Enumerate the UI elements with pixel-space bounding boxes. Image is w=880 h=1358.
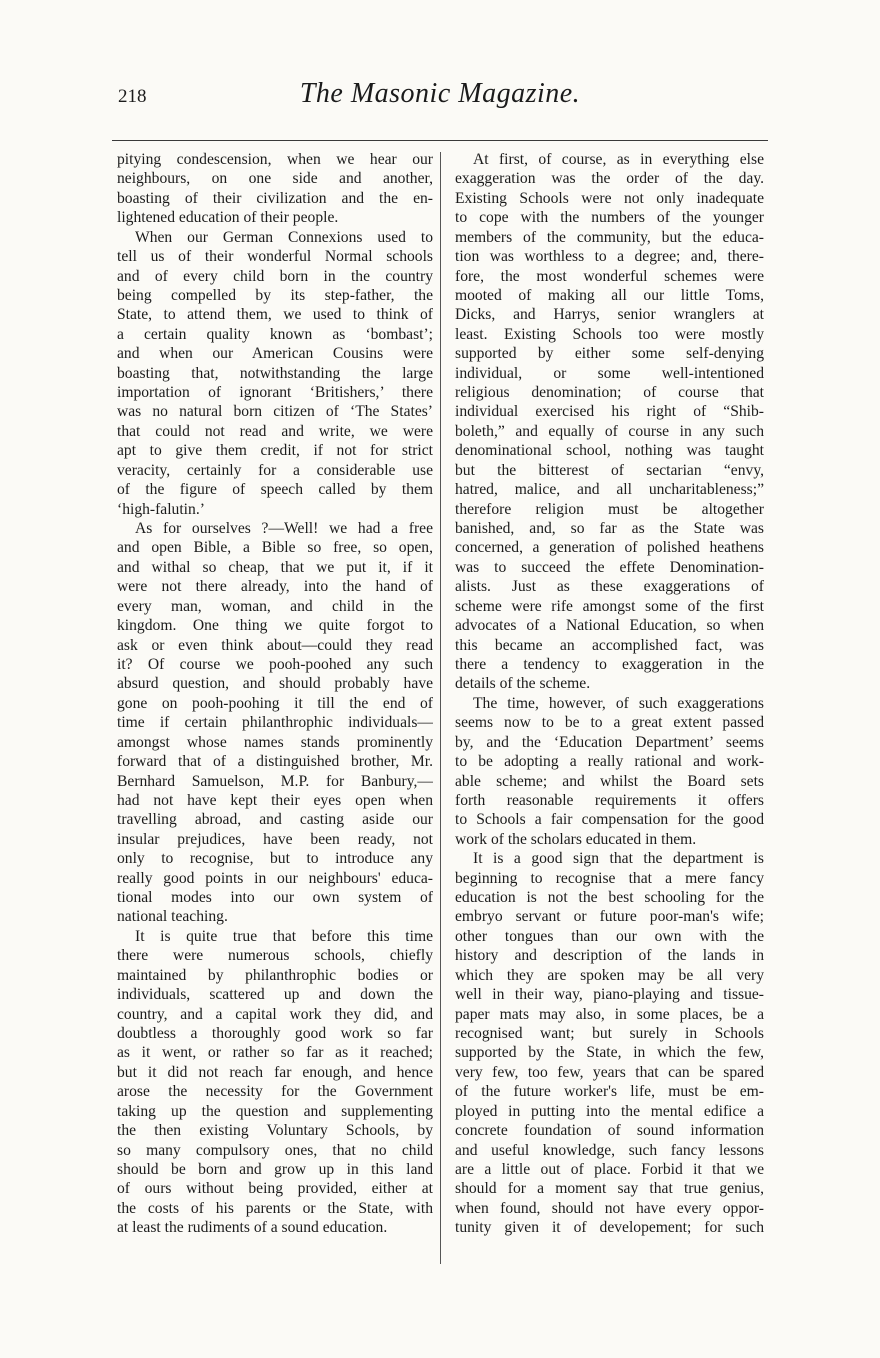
text-line: the costs of his parents or the State, with: [117, 1199, 433, 1217]
text-line: boasting that, notwithstanding the large: [117, 364, 433, 382]
text-line: religious denomination; of course that: [455, 384, 764, 402]
text-line: only to recognise, but to introduce any: [117, 850, 433, 868]
text-line: banished, and, so far as the State was: [455, 520, 764, 538]
text-line: which they are spoken may be all very: [455, 966, 764, 984]
text-line: ‘high-falutin.’: [117, 500, 205, 518]
text-line: but the bitterest of sectarian “envy,: [455, 461, 764, 479]
text-line: should for a moment say that true genius,: [455, 1180, 764, 1198]
text-line: least. Existing Schools too were mostly: [455, 325, 764, 343]
column-divider: [440, 152, 441, 1264]
text-line: gone on pooh-poohing it till the end of: [117, 694, 433, 712]
text-line: pitying condescension, when we hear our: [117, 151, 433, 168]
text-line: tunity given it of developement; for such: [455, 1219, 764, 1237]
text-line: When our German Connexions used to: [135, 228, 433, 246]
text-line: should be born and grow up in this land: [117, 1160, 433, 1178]
text-line: absurd question, and should probably have: [117, 675, 433, 693]
text-line: Bernhard Samuelson, M.P. for Banbury,—: [117, 772, 433, 790]
text-line: a certain quality known as ‘bombast’;: [117, 325, 433, 343]
text-line: exaggeration was the order of the day.: [455, 170, 764, 188]
text-line: had not have kept their eyes open when: [117, 791, 433, 809]
right-column: [455, 150, 764, 1238]
text-line: tell us of their wonderful Normal schools: [117, 248, 433, 266]
text-line: Dicks, and Harrys, senior wranglers at: [455, 306, 764, 324]
text-line: kingdom. One thing we quite forgot to: [117, 617, 433, 635]
text-line: forward that of a distinguished brother, Mr.: [117, 753, 433, 771]
text-line: boasting of their civilization and the en-: [117, 189, 433, 207]
text-line: when found, should not have every oppor-: [455, 1199, 764, 1217]
text-line: individual, or some well-intentioned: [455, 364, 764, 382]
text-line: alists. Just as these exaggerations of: [455, 578, 764, 596]
text-line: supported by the State, in which the few,: [455, 1044, 764, 1062]
text-line: by, and the ‘Education Department’ seems: [455, 733, 764, 751]
text-line: and of every child born in the country: [117, 267, 433, 285]
text-line: arose the necessity for the Government: [117, 1083, 433, 1101]
text-line: taking up the question and supplementing: [117, 1102, 433, 1120]
text-line: and useful knowledge, such fancy lessons: [455, 1141, 764, 1159]
text-line: ployed in putting into the mental edifice a: [455, 1102, 764, 1120]
running-title: The Masonic Magazine.: [299, 78, 581, 109]
text-line: seems now to be to a great extent passed: [455, 714, 764, 732]
text-line: insular prejudices, have been ready, not: [117, 830, 433, 848]
left-column: [117, 150, 433, 1238]
text-line: tional modes into our own system of: [117, 889, 433, 907]
text-line: well in their way, piano-playing and tissue-: [455, 986, 764, 1004]
text-line: to be adopting a really rational and work-: [455, 753, 764, 771]
text-line: there a tendency to exaggeration in the: [455, 655, 764, 673]
text-line: being compelled by its step-father, the: [117, 286, 433, 304]
text-line: Existing Schools were not only inadequate: [455, 189, 764, 207]
text-line: every man, woman, and child in the: [117, 597, 433, 615]
text-line: travelling abroad, and casting aside our: [117, 811, 433, 829]
text-line: neighbours, on one side and another,: [117, 170, 433, 188]
text-line: forth reasonable requirements it offers: [455, 791, 764, 809]
text-line: was no natural born citizen of ‘The States’: [117, 403, 433, 421]
text-line: to Schools a fair compensation for the good: [455, 811, 764, 829]
text-line: supported by either some self-denying: [455, 345, 764, 363]
text-line: work of the scholars educated in them.: [455, 830, 697, 848]
text-line: embryo servant or future poor-man's wife;: [455, 908, 764, 926]
text-line: hatred, malice, and all uncharitableness;”: [455, 481, 764, 499]
text-line: fore, the most wonderful schemes were: [455, 267, 764, 285]
page-header: [0, 78, 880, 128]
text-line: apt to give them credit, if not for strict: [117, 442, 433, 460]
text-line: It is quite true that before this time: [135, 927, 433, 945]
text-line: importation of ignorant ‘Britishers,’ there: [117, 384, 433, 402]
text-line: time if certain philanthrophic individuals—: [117, 714, 433, 732]
text-line: denominational school, nothing was taught: [455, 442, 764, 460]
text-line: doubtless a thoroughly good work so far: [117, 1024, 433, 1042]
text-line: at least the rudiments of a sound education.: [117, 1219, 388, 1237]
text-line: so many compulsory ones, that no child: [117, 1141, 433, 1159]
text-line: education is not the best schooling for the: [455, 889, 764, 907]
text-line: and open Bible, a Bible so free, so open,: [117, 539, 433, 557]
text-line: as it went, or rather so far as it reached;: [117, 1044, 433, 1062]
text-line: recognised want; but surely in Schools: [455, 1024, 764, 1042]
text-line: maintained by philanthrophic bodies or: [117, 966, 433, 984]
text-line: of the figure of speech called by them: [117, 481, 433, 499]
text-line: The time, however, of such exaggerations: [473, 694, 764, 712]
text-line: it? Of course we pooh-poohed any such: [117, 655, 433, 673]
text-line: veracity, certainly for a considerable use: [117, 461, 433, 479]
text-line: members of the community, but the educa-: [455, 228, 764, 246]
text-line: individuals, scattered up and down the: [117, 986, 433, 1004]
text-line: there were numerous schools, chiefly: [117, 947, 433, 965]
text-line: really good points in our neighbours' educa-: [117, 869, 433, 887]
text-line: State, to attend them, we used to think of: [117, 306, 433, 324]
header-rule: [112, 140, 768, 141]
text-line: country, and a capital work they did, and: [117, 1005, 433, 1023]
text-line: scheme were rife amongst some of the first: [455, 597, 764, 615]
text-line: of the future worker's life, must be em-: [455, 1083, 764, 1101]
text-line: As for ourselves ?—Well! we had a free: [135, 520, 433, 538]
text-line: to cope with the numbers of the younger: [455, 209, 764, 227]
text-line: are a little out of place. Forbid it that we: [455, 1160, 764, 1178]
text-line: details of the scheme.: [455, 675, 591, 693]
text-line: amongst whose names stands prominently: [117, 733, 433, 751]
text-line: At first, of course, as in everything else: [473, 151, 764, 168]
text-line: other tongues than our own with the: [455, 927, 764, 945]
text-line: therefore religion must be altogether: [455, 500, 764, 518]
text-line: mooted of making all our little Toms,: [455, 286, 764, 304]
text-line: were not there already, into the hand of: [117, 578, 433, 596]
text-line: beginning to recognise that a mere fancy: [455, 869, 764, 887]
text-line: concrete foundation of sound information: [455, 1122, 764, 1140]
text-line: advocates of a National Education, so when: [455, 617, 764, 635]
text-line: individual exercised his right of “Shib-: [455, 403, 764, 421]
text-line: ask or even think about—could they read: [117, 636, 433, 654]
text-line: was to succeed the effete Denomination-: [455, 558, 764, 576]
text-line: national teaching.: [117, 908, 228, 926]
text-line: but it did not reach far enough, and hence: [117, 1063, 433, 1081]
text-line: of ours without being provided, either at: [117, 1180, 433, 1198]
text-line: very few, too few, years that can be spared: [455, 1063, 764, 1081]
text-line: that could not read and write, we were: [117, 422, 433, 440]
text-line: and when our American Cousins were: [117, 345, 433, 363]
text-line: history and description of the lands in: [455, 947, 764, 965]
text-line: and withal so cheap, that we put it, if it: [117, 558, 433, 576]
text-line: It is a good sign that the department is: [473, 850, 764, 868]
text-line: paper mats may also, in some places, be a: [455, 1005, 764, 1023]
text-line: able scheme; and whilst the Board sets: [455, 772, 764, 790]
text-line: the then existing Voluntary Schools, by: [117, 1122, 433, 1140]
text-line: lightened education of their people.: [117, 209, 339, 227]
page-number: 218: [118, 86, 147, 107]
text-line: concerned, a generation of polished heathens: [455, 539, 764, 557]
text-line: tion was worthless to a degree; and, there-: [455, 248, 764, 266]
text-line: boleth,” and equally of course in any such: [455, 422, 764, 440]
text-line: this became an accomplished fact, was: [455, 636, 764, 654]
